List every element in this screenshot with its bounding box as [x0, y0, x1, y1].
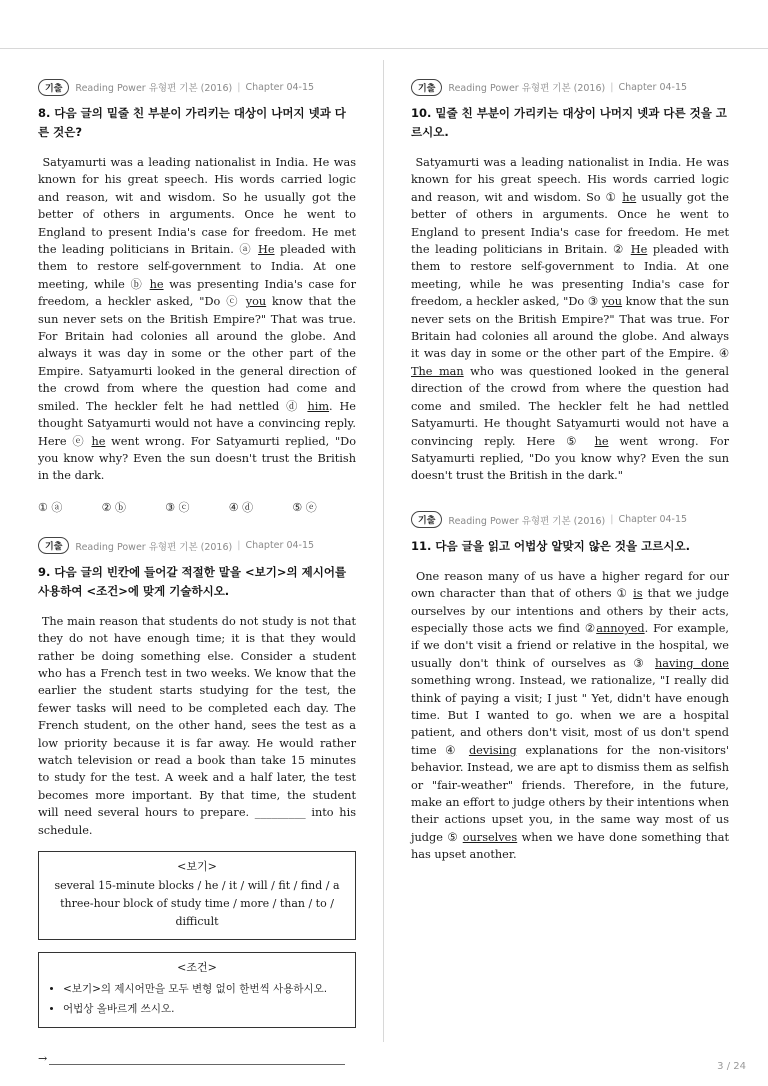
source-label: Reading Power 유형편 기본 (2016): [75, 83, 233, 94]
question-title: 9. 다음 글의 빈칸에 들어갈 적절한 말을 <보기>의 제시어를 사용하여 <조건>에 맞게 기술하시오.: [38, 564, 347, 598]
marker: ⑤: [566, 434, 584, 448]
question-8: [38, 78, 356, 515]
right-column: [411, 78, 729, 878]
marker: ⓑ: [130, 277, 144, 291]
question-11: [411, 511, 729, 864]
underlined-word: devising: [468, 743, 517, 757]
condition-box: [38, 952, 356, 1028]
choice-5[interactable]: ⑤ ⓔ: [292, 500, 317, 514]
marker: ④: [445, 743, 461, 757]
passage: One reason many of us have a higher regard for our own character than that of others ① is that we judge ourselves by our intentions and others by their acts, especially those acts we find ②annoyed. For example, if we don't visit a friend or relative in the hospital, we usually don't think of ourselves as ③ having done something wrong. Instead, we rationalize, "I really did think of paying a visit; I just " Yet, didn't have enough time. But I wanted to go. when we are a hospital patient, and others don't visit, most of us don't spend time ④ devising explanations for the non-visitors' behavior. Instead, we are apt to dismiss them as selfish or "fair-weather" friends. Therefore, in the future, make an effort to judge others by their intentions when their actions upset you, in the same way most of us judge ⑤ ourselves when we have done something that has upset another.: [411, 569, 730, 862]
answer-choices: [38, 499, 356, 515]
marker: ⓒ: [226, 295, 240, 309]
meta-separator: |: [237, 540, 241, 552]
question-meta: [38, 78, 356, 96]
exam-tag: 기출: [38, 79, 69, 96]
marker: ⓓ: [286, 399, 301, 413]
underlined-word: he: [149, 277, 164, 291]
marker: ⑤: [447, 830, 459, 844]
passage: Satyamurti was a leading nationalist in India. He was known for his great speech. His words carried logic and reason, wit and wisdom. So he usually got the better of others in arguments. Once he went to England to present India's case for freedom. He met the leading politicians in Britain. ⓐ He pleaded with them to restore self-government to India. At one meeting, while ⓑ he was presenting India's case for freedom, a heckler asked, "Do ⓒ you know that the sun never sets on the British Empire?" That was true. For Britain had colonies all around the globe. And always it was day in some or the other part of the Empire. Satyamurti looked in the general direction of the crowd from where the question had come and smiled. The heckler felt he had nettled ⓓ him. He thought Satyamurti would not have a convincing reply. Here ⓔ he went wrong. For Satyamurti replied, "Do you know why? Even the sun doesn't trust the British in the dark.: [38, 156, 356, 483]
arrow-icon: →: [38, 1052, 48, 1065]
source-label: Reading Power 유형편 기본 (2016): [75, 541, 233, 553]
chapter-label: Chapter 04-15: [618, 514, 688, 526]
bogi-text: several 15-minute blocks / he / it / will / fit / find / a three-hour block of study time / more / than / to / difficult: [54, 879, 340, 928]
underlined-word: ourselves: [462, 830, 518, 844]
bogi-box: [38, 851, 356, 940]
exam-tag: 기출: [411, 511, 442, 528]
choice-4[interactable]: ④ ⓓ: [228, 500, 254, 514]
passage: Satyamurti was a leading nationalist in India. He was known for his great speech. His words carried logic and reason, wit and wisdom. So ① he usually got the better of others in arguments. Once he went to England to present India's case for freedom. He met the leading politicians in Britain. ② He pleaded with them to restore self-government to India. At one meeting, while he was presenting India's case for freedom, a heckler asked, "Do ③ you know that the sun never sets on the British Empire?" That was true. For Britain had colonies all around the globe. And always it was day in some or the other part of the Empire. ④ The man who was questioned looked in the general direction of the crowd from where the question had come and smiled. The heckler felt he had nettled Satyamurti. He thought Satyamurti would not have a convincing reply. Here ⑤ he went wrong. For Satyamurti replied, "Do you know why? Even the sun doesn't trust the British in the dark.": [411, 156, 730, 483]
marker: ③: [633, 656, 648, 670]
underlined-word: He: [258, 243, 275, 257]
chapter-label: Chapter 04-15: [618, 81, 688, 93]
meta-separator: |: [610, 81, 614, 93]
underlined-word: him: [307, 399, 330, 413]
condition-item: • 어법상 올바르게 쓰시오.: [63, 999, 345, 1019]
question-meta: [38, 537, 356, 555]
underlined-word: annoyed: [596, 621, 645, 635]
marker: ⓐ: [239, 243, 253, 257]
choice-1[interactable]: ① ⓐ: [38, 500, 63, 514]
condition-title: <조건>: [177, 961, 217, 974]
underlined-word: he: [91, 434, 106, 448]
marker: ①: [605, 190, 618, 204]
question-meta: [411, 78, 729, 96]
question-10: [411, 78, 729, 485]
answer-line[interactable]: [38, 1052, 356, 1065]
bogi-title: <보기>: [177, 860, 217, 873]
source-label: Reading Power 유형편 기본 (2016): [448, 515, 606, 527]
choice-2[interactable]: ② ⓑ: [101, 500, 126, 514]
underlined-word: having done: [654, 656, 729, 670]
chapter-label: Chapter 04-15: [245, 81, 315, 93]
underlined-word: you: [601, 295, 623, 309]
underlined-word: he: [594, 434, 609, 448]
marker: ④: [718, 347, 729, 361]
marker: ⓔ: [72, 434, 86, 448]
underlined-word: He: [630, 243, 648, 257]
chapter-label: Chapter 04-15: [245, 540, 315, 552]
header-rule: [0, 48, 768, 49]
left-column: [38, 78, 356, 1079]
underlined-word: is: [633, 587, 643, 601]
page-number: 3 / 24: [717, 1061, 746, 1072]
column-divider: [383, 60, 384, 1042]
question-title: 11. 다음 글을 읽고 어법상 알맞지 않은 것을 고르시오.: [411, 538, 690, 553]
exam-tag: 기출: [38, 537, 69, 554]
underlined-word: you: [245, 295, 267, 309]
passage: The main reason that students do not study is not that they do not have enough time; it is that they would rather be doing something else. Consider a student who has a French test in two weeks. We know that the earlier the student starts studying for the test, the fewer tasks will need to be completed each day. The French student, on the other hand, sees the test as a low priority because it is far away. He would rather watch television or read a book than take 15 minutes to study for the test. A week and a half later, the test becomes more important. By that time, the student will need several hours to prepare. _________ into his schedule.: [38, 614, 356, 837]
choice-3[interactable]: ③ ⓒ: [165, 500, 190, 514]
underlined-word: The man: [411, 364, 464, 378]
question-title: 8. 다음 글의 밑줄 친 부분이 가리키는 대상이 나머지 넷과 다른 것은?: [38, 106, 346, 139]
marker: ②: [613, 243, 626, 257]
underlined-word: he: [622, 190, 637, 204]
question-meta: [411, 511, 729, 529]
source-label: Reading Power 유형편 기본 (2016): [448, 83, 606, 94]
answer-blank[interactable]: [49, 1054, 345, 1065]
marker: ①: [616, 587, 629, 601]
question-9: [38, 537, 356, 1065]
exam-tag: 기출: [411, 79, 442, 96]
question-title: 10. 밑줄 친 부분이 가리키는 대상이 나머지 넷과 다른 것을 고르시오.: [411, 106, 727, 139]
meta-separator: |: [237, 81, 241, 93]
marker: ③: [587, 295, 598, 309]
condition-item: • <보기>의 제시어만을 모두 변형 없이 한번씩 사용하시오.: [63, 979, 345, 999]
marker: ②: [584, 621, 597, 635]
meta-separator: |: [610, 514, 614, 526]
